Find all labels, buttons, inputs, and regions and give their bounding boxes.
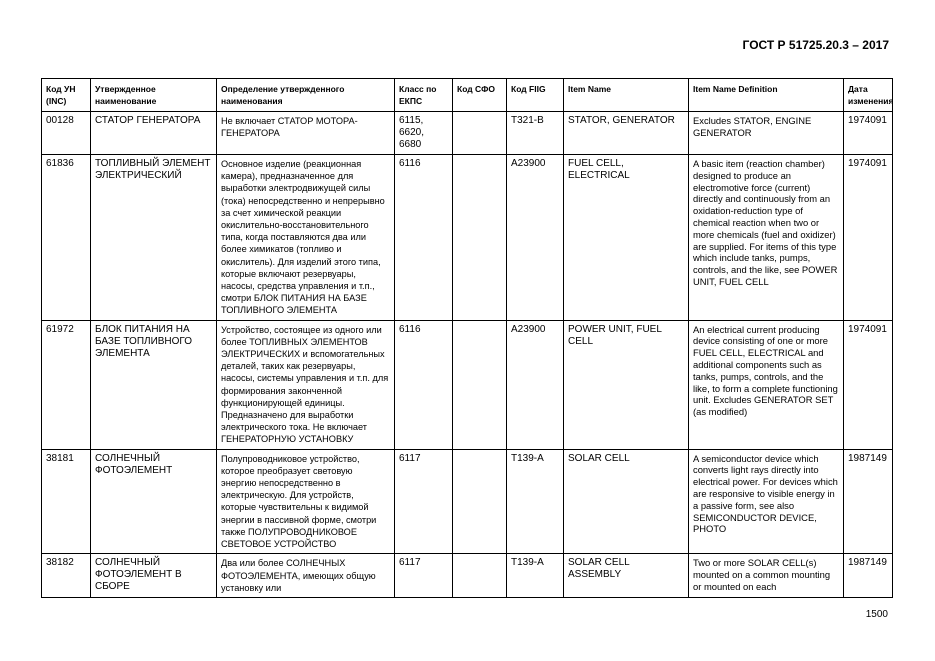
cell-name-ru: ТОПЛИВНЫЙ ЭЛЕМЕНТ ЭЛЕКТРИЧЕСКИЙ <box>91 155 217 321</box>
cell-fiig: T139-A <box>507 554 564 598</box>
cell-date: 1974091 <box>844 320 893 449</box>
table-header-row <box>42 79 893 112</box>
cell-class: 6116 <box>395 155 453 321</box>
table-row <box>42 155 893 321</box>
cell-sfo <box>453 155 507 321</box>
col-header-def-ru: Определение утвержденного наименования <box>217 79 395 112</box>
cell-name-ru: СТАТОР ГЕНЕРАТОРА <box>91 112 217 155</box>
col-header-sfo: Код СФО <box>453 79 507 112</box>
cell-def-ru: Два или более СОЛНЕЧНЫХ ФОТОЭЛЕМЕНТА, имеющих общую установку или <box>217 554 395 598</box>
cell-fiig: T139-A <box>507 449 564 554</box>
cell-def-ru: Полупроводниковое устройство, которое преобразует световую энергию непосредственно в электрическую. Для устройств, которые чувствительны к видимой энергии в пассивной форме, смотри также ПОЛУПРОВОДНИКОВОЕ СВЕТОВОЕ УСТРОЙСТВО <box>217 449 395 554</box>
col-header-inc: Код УН (INC) <box>42 79 91 112</box>
cell-name-ru: СОЛНЕЧНЫЙ ФОТОЭЛЕМЕНТ <box>91 449 217 554</box>
cell-sfo <box>453 112 507 155</box>
cell-item-def: Two or more SOLAR CELL(s) mounted on a common mounting or mounted on each <box>689 554 844 598</box>
cell-item-def: An electrical current producing device consisting of one or more FUEL CELL, ELECTRICAL and additional components such as tanks, pumps, controls, and the like, to form a complete functioning unit. Excludes GENERATOR SET (as modified) <box>689 320 844 449</box>
cell-item-name: SOLAR CELL ASSEMBLY <box>564 554 689 598</box>
cell-item-name: FUEL CELL, ELECTRICAL <box>564 155 689 321</box>
col-header-fiig: Код FIIG <box>507 79 564 112</box>
cell-fiig: A23900 <box>507 155 564 321</box>
cell-def-ru: Не включает СТАТОР МОТОРА-ГЕНЕРАТОРА <box>217 112 395 155</box>
cell-item-def: Excludes STATOR, ENGINE GENERATOR <box>689 112 844 155</box>
cell-inc: 61836 <box>42 155 91 321</box>
cell-inc: 61972 <box>42 320 91 449</box>
cell-class: 6117 <box>395 449 453 554</box>
cell-class: 6116 <box>395 320 453 449</box>
standard-header: ГОСТ Р 51725.20.3 – 2017 <box>742 38 889 52</box>
cell-sfo <box>453 449 507 554</box>
cell-class: 6117 <box>395 554 453 598</box>
col-header-item-def: Item Name Definition <box>689 79 844 112</box>
page-number: 1500 <box>865 609 888 620</box>
cell-class: 6115, 6620, 6680 <box>395 112 453 155</box>
cell-item-name: POWER UNIT, FUEL CELL <box>564 320 689 449</box>
cell-item-name: STATOR, GENERATOR <box>564 112 689 155</box>
cell-fiig: A23900 <box>507 320 564 449</box>
cell-item-def: A semiconductor device which converts light rays directly into electrical power. For devices which are responsive to visible energy in a passive form, see also SEMICONDUCTOR DEVICE, PHOTO <box>689 449 844 554</box>
col-header-name-ru: Утвержденное наименование <box>91 79 217 112</box>
col-header-class: Класс по ЕКПС <box>395 79 453 112</box>
table-row <box>42 112 893 155</box>
cell-date: 1974091 <box>844 112 893 155</box>
cell-name-ru: БЛОК ПИТАНИЯ НА БАЗЕ ТОПЛИВНОГО ЭЛЕМЕНТА <box>91 320 217 449</box>
cell-def-ru: Основное изделие (реакционная камера), предназначенное для выработки электродвижущей силы (тока) непосредственно и непрерывно за счет химической реакции окислительно-восстановительного типа, когда поставляются два или более химикатов (топливо и окислитель). Для изделий этого типа, которые включают резервуары, насосы, средства управления и т.п., смотри БЛОК ПИТАНИЯ НА БАЗЕ ТОПЛИВНОГО ЭЛЕМЕНТА <box>217 155 395 321</box>
table-row <box>42 320 893 449</box>
col-header-date: Дата изменения <box>844 79 893 112</box>
cell-item-name: SOLAR CELL <box>564 449 689 554</box>
cell-date: 1987149 <box>844 449 893 554</box>
col-header-item-name: Item Name <box>564 79 689 112</box>
cell-name-ru: СОЛНЕЧНЫЙ ФОТОЭЛЕМЕНТ В СБОРЕ <box>91 554 217 598</box>
cell-sfo <box>453 554 507 598</box>
table-row <box>42 554 893 598</box>
cell-date: 1987149 <box>844 554 893 598</box>
cell-fiig: T321-B <box>507 112 564 155</box>
cell-item-def: A basic item (reaction chamber) designed to produce an electromotive force (current) directly and continuously from an oxidation-reduction type of chemical reaction when two or more chemicals (fuel and oxidizer) are supplied. For items of this type which include tanks, pumps, controls, and the like, see POWER UNIT, FUEL CELL <box>689 155 844 321</box>
cell-sfo <box>453 320 507 449</box>
table-row <box>42 449 893 554</box>
cell-inc: 00128 <box>42 112 91 155</box>
cell-date: 1974091 <box>844 155 893 321</box>
cell-def-ru: Устройство, состоящее из одного или более ТОПЛИВНЫХ ЭЛЕМЕНТОВ ЭЛЕКТРИЧЕСКИХ и вспомогательных деталей, таких как резервуары, насосы, системы управления и т.п. для формирования законченной функционирующей единицы. Предназначено для выработки электрического тока. Не включает ГЕНЕРАТОРНУЮ УСТАНОВКУ <box>217 320 395 449</box>
nomenclature-table <box>41 78 893 598</box>
cell-inc: 38181 <box>42 449 91 554</box>
cell-inc: 38182 <box>42 554 91 598</box>
